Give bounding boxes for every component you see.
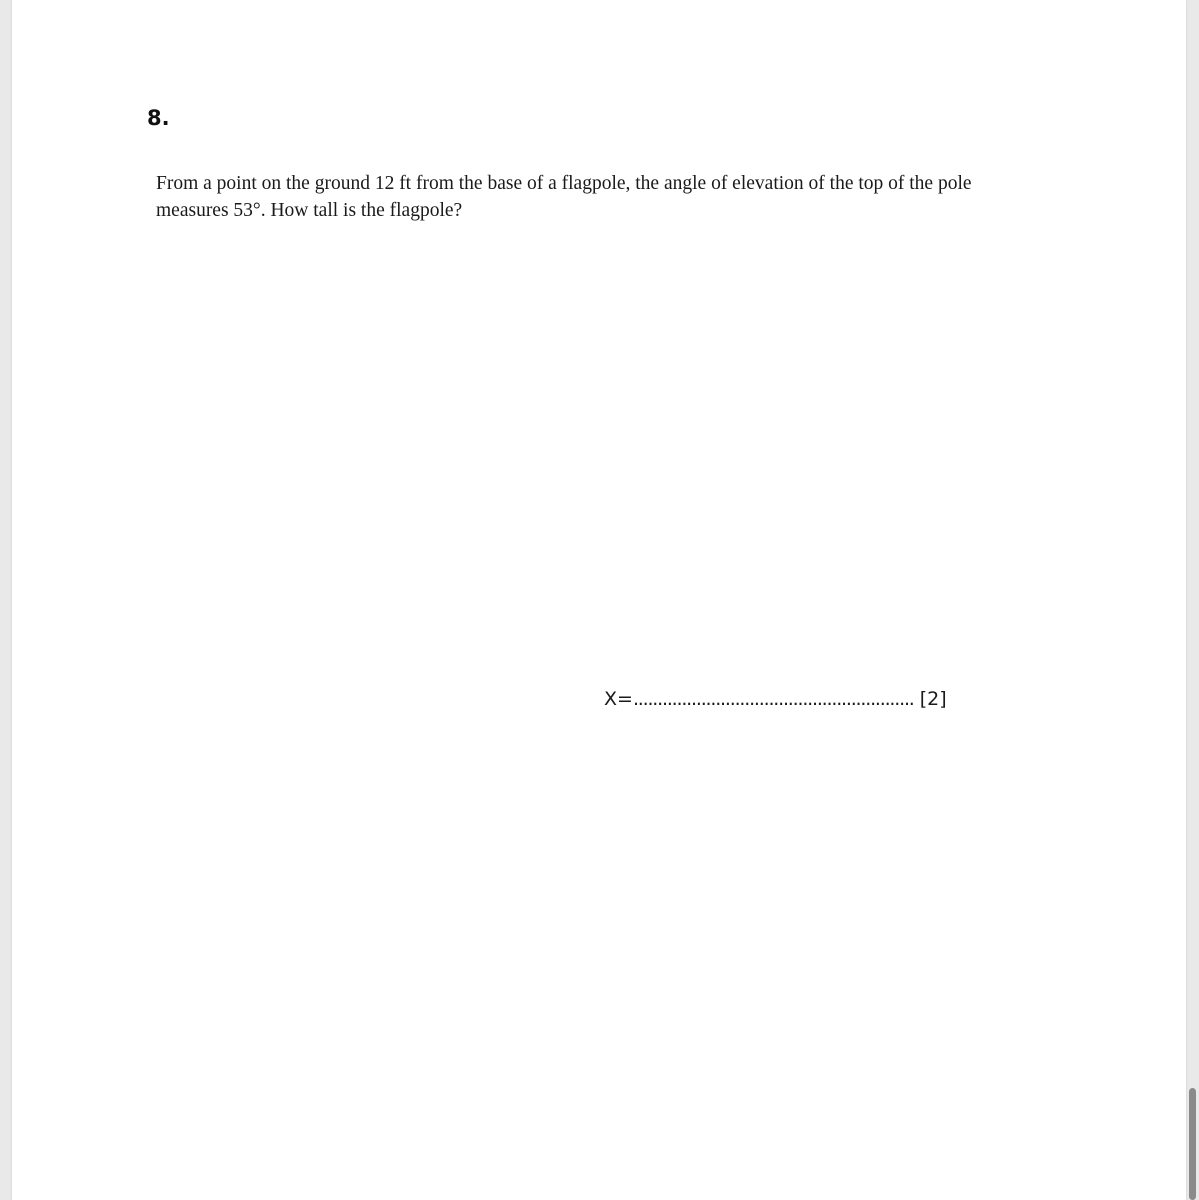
marks-label: [2]: [919, 688, 947, 710]
answer-line: [604, 688, 947, 710]
question-text-line-2: measures 53°. How tall is the flagpole?: [156, 200, 463, 221]
answer-dotted-line: ..........................................................: [632, 688, 914, 710]
question-number: 8.: [147, 106, 170, 130]
scrollbar-thumb[interactable]: [1189, 1088, 1196, 1200]
question-text-line-1: From a point on the ground 12 ft from the base of a flagpole, the angle of elevation of the top of the pole: [156, 173, 972, 194]
answer-label: X=: [604, 688, 633, 710]
question-text: [156, 170, 1066, 224]
vertical-scrollbar[interactable]: [1186, 0, 1199, 1200]
document-page: [12, 0, 1186, 1200]
